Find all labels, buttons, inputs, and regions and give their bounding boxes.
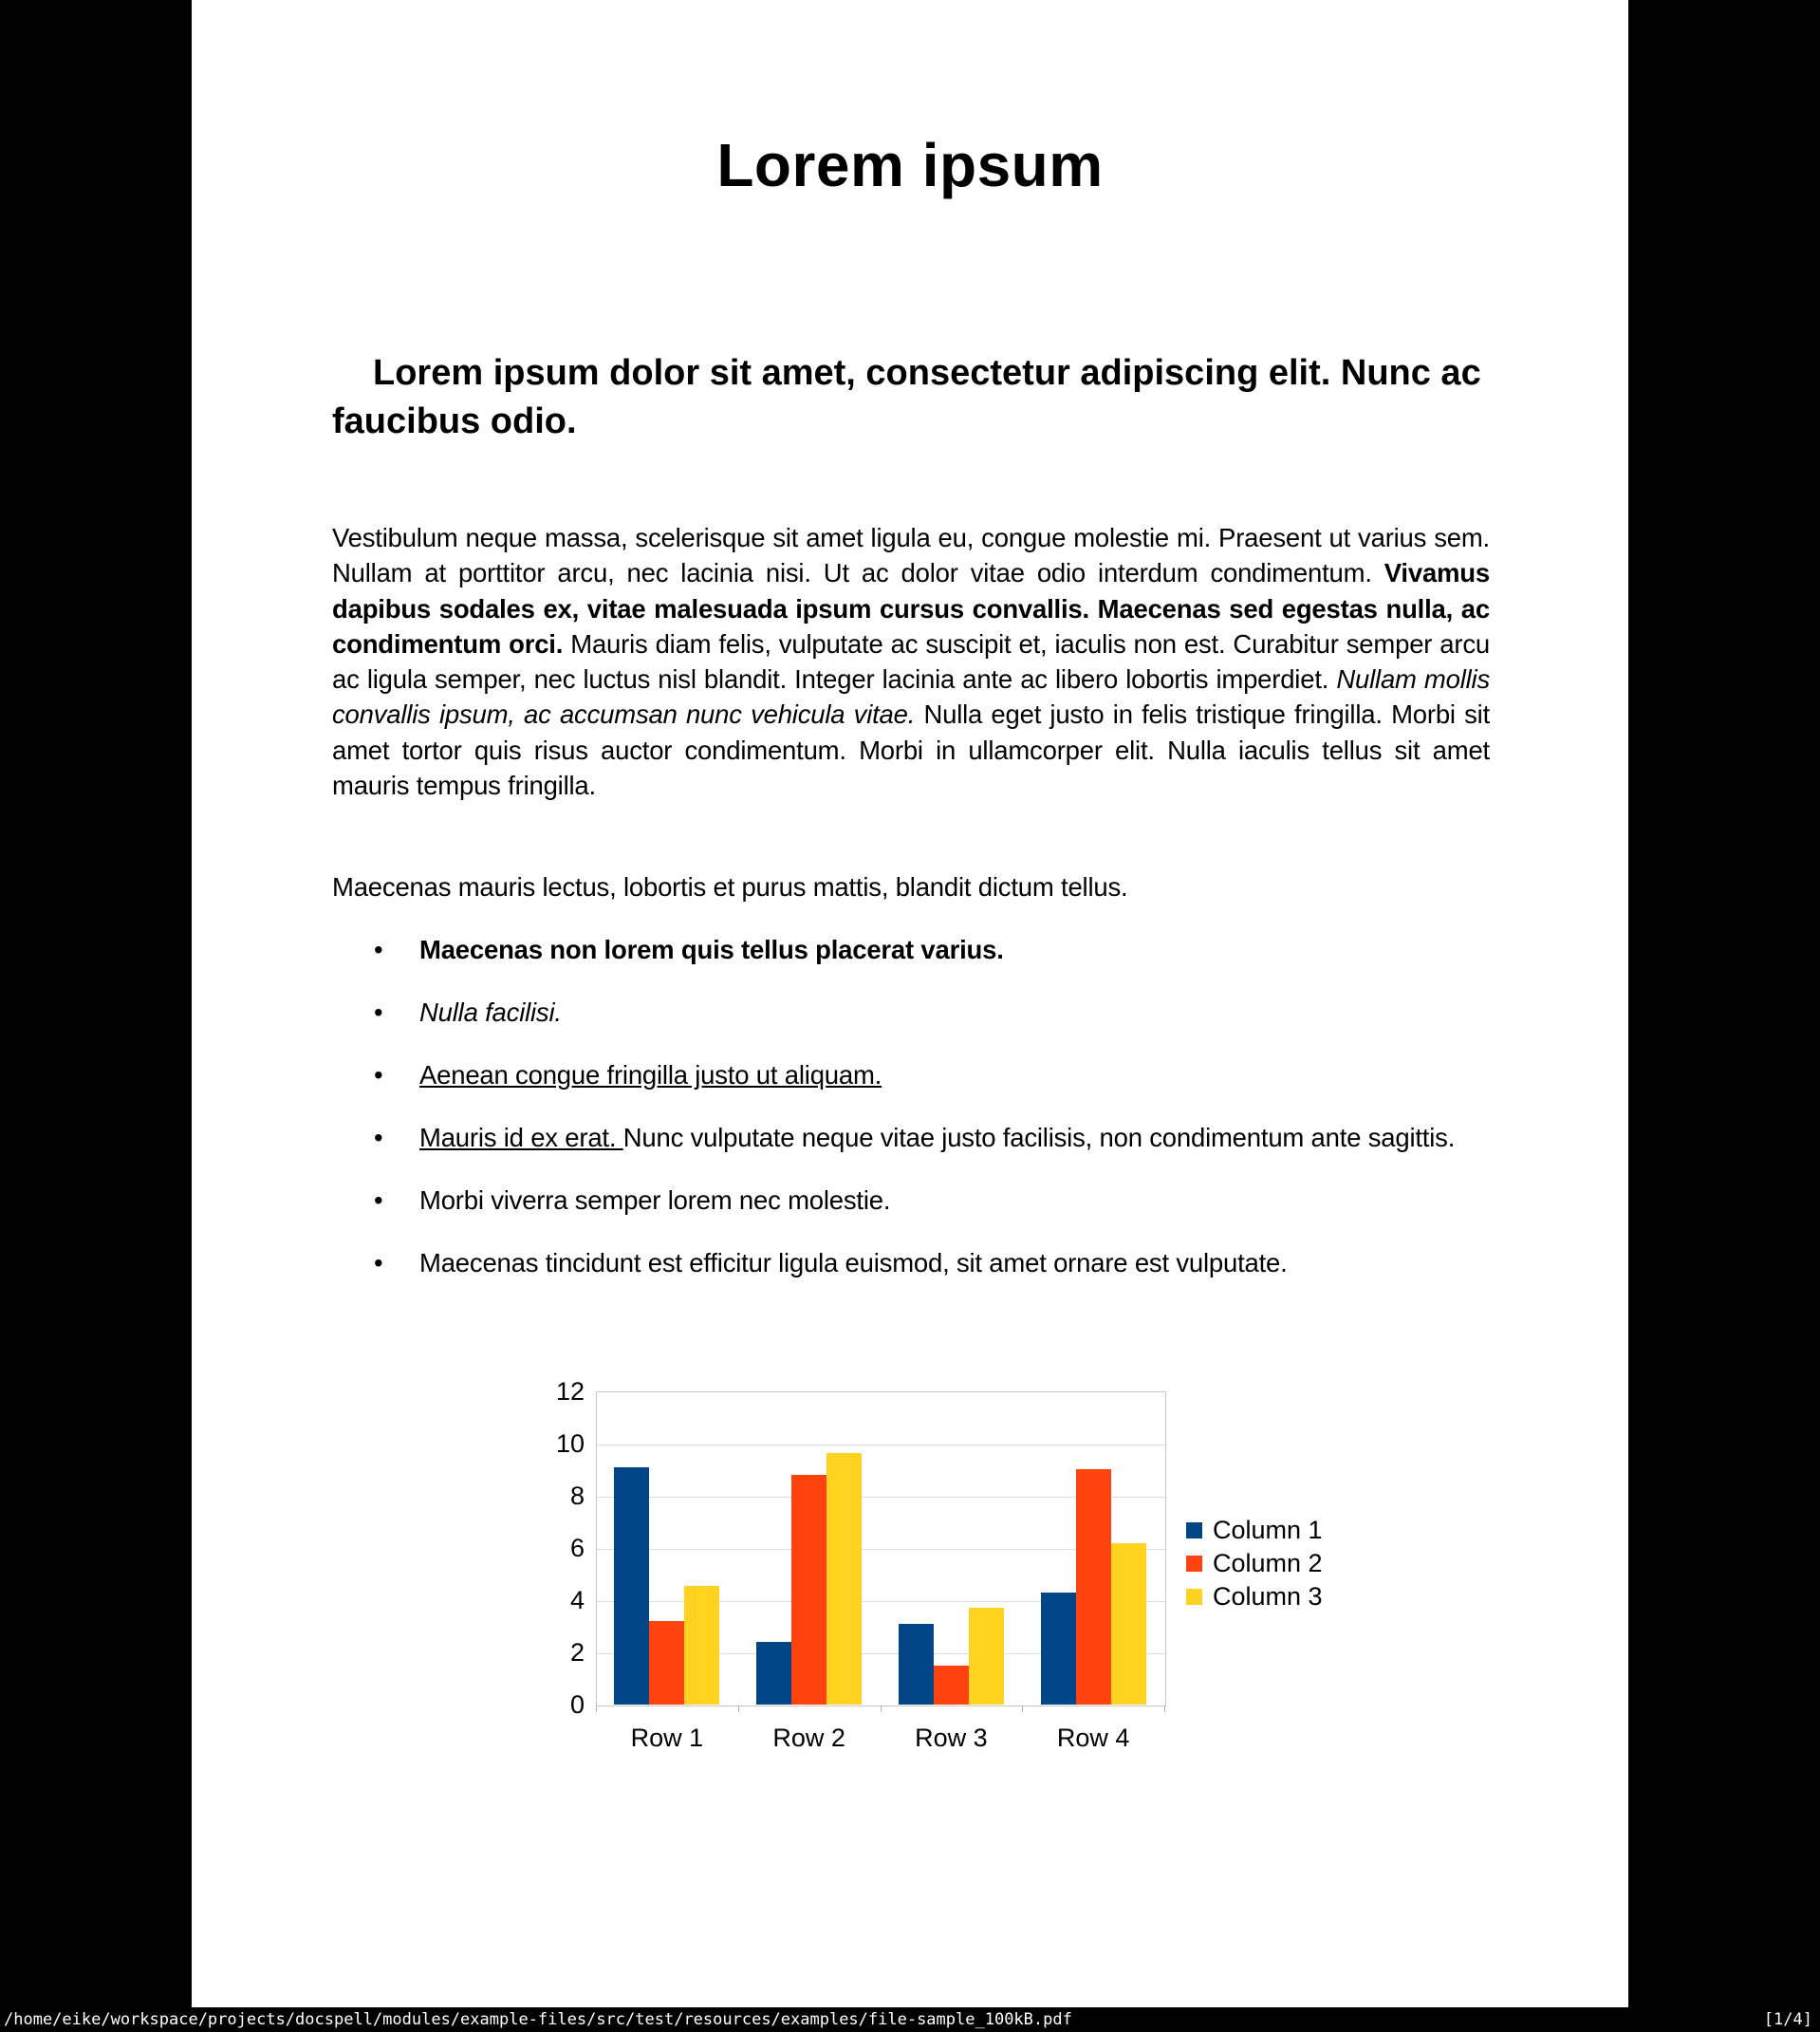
bar-row-1-column-3 <box>684 1586 719 1705</box>
bar-row-4-column-1 <box>1041 1593 1076 1705</box>
bullet-icon: • <box>374 997 383 1027</box>
y-axis-tick-label: 4 <box>569 1586 585 1614</box>
bar-row-4-column-2 <box>1076 1469 1111 1705</box>
x-axis-tick <box>738 1706 739 1712</box>
bullet-icon: • <box>374 935 383 964</box>
x-axis-tick <box>596 1706 597 1712</box>
x-axis-category-label: Row 3 <box>915 1724 988 1752</box>
text-run: Vivamus dapibus sodales ex, vitae malesuada ipsum cursus convallis. Maecenas sed egestas nulla, ac condimentum orci. <box>332 558 1490 659</box>
text-run: Vestibulum neque massa, scelerisque sit amet ligula eu, congue molestie mi. Praesent ut varius sem. Nullam at porttitor arcu, nec lacinia nisi. Ut ac dolor vitae odio interdum condimentum. <box>332 523 1490 588</box>
legend-label: Column 3 <box>1213 1582 1323 1611</box>
legend-entry <box>1186 1580 1323 1613</box>
text-run: Maecenas non lorem quis tellus placerat varius. <box>419 935 1004 964</box>
bar-row-2-column-3 <box>826 1453 862 1705</box>
text-run: Mauris id ex erat. <box>419 1123 623 1152</box>
y-axis-tick-label: 0 <box>569 1690 585 1719</box>
bar-row-2-column-2 <box>791 1475 826 1705</box>
document-page[interactable] <box>192 0 1628 2007</box>
text-run: Morbi viverra semper lorem nec molestie. <box>419 1185 891 1215</box>
statusbar-file-path: /home/eike/workspace/projects/docspell/modules/example-files/src/test/resources/examples/file-sample_100kB.pdf <box>4 2010 1072 2029</box>
bar-row-1-column-2 <box>649 1621 684 1705</box>
bullet-icon: • <box>374 1185 383 1215</box>
legend-label: Column 1 <box>1213 1516 1323 1544</box>
chart-legend <box>1186 1514 1323 1613</box>
bar-row-3-column-2 <box>934 1666 969 1705</box>
text-run: Nulla eget justo in felis tristique fringilla. Morbi sit amet tortor quis risus auctor condimentum. Morbi in ullamcorper elit. Nulla iaculis tellus sit amet mauris tempus fringilla. <box>332 699 1491 801</box>
x-axis-tick <box>881 1706 882 1712</box>
bar-row-4-column-3 <box>1111 1543 1146 1706</box>
bullet-icon: • <box>374 1123 383 1152</box>
bar-row-3-column-1 <box>899 1624 934 1705</box>
text-run: Nunc vulputate neque vitae justo facilisis, non condimentum ante sagittis. <box>622 1123 1456 1152</box>
x-axis-category-label: Row 2 <box>772 1724 845 1752</box>
x-axis-category-label: Row 4 <box>1056 1724 1130 1752</box>
text-run: Aenean congue fringilla justo ut aliquam. <box>419 1060 882 1090</box>
bullet-icon: • <box>374 1248 383 1277</box>
list-item <box>332 1057 1490 1093</box>
legend-swatch-column-3 <box>1186 1589 1202 1605</box>
text-run: Nulla facilisi. <box>419 997 562 1027</box>
y-axis-tick-label: 2 <box>569 1638 585 1667</box>
y-axis-tick-label: 6 <box>569 1534 585 1562</box>
bullet-list <box>332 932 1490 1308</box>
list-item <box>332 1183 1490 1219</box>
legend-entry <box>1186 1514 1323 1547</box>
legend-swatch-column-1 <box>1186 1522 1202 1538</box>
bar-row-2-column-1 <box>756 1642 791 1705</box>
list-item <box>332 1120 1490 1156</box>
list-item <box>332 995 1490 1031</box>
body-paragraph <box>332 520 1490 803</box>
statusbar-page-indicator: [1/4] <box>1763 2010 1812 2029</box>
document-heading: Lorem ipsum dolor sit amet, consectetur adipiscing elit. Nunc ac faucibus odio. <box>332 353 1481 441</box>
text-run: Mauris diam felis, vulputate ac suscipit et, iaculis non est. Curabitur semper arcu ac ligula semper, nec luctus nisl blandit. Integer lacinia ante ac libero lobortis imperdiet. <box>332 628 1490 695</box>
y-axis-tick-label: 12 <box>555 1377 585 1406</box>
legend-swatch-column-2 <box>1186 1556 1202 1572</box>
x-axis-tick <box>1164 1706 1165 1712</box>
bullet-icon: • <box>374 1060 383 1090</box>
list-item <box>332 932 1490 968</box>
chart <box>332 1352 1490 1761</box>
x-axis-category-label: Row 1 <box>630 1724 704 1752</box>
body-paragraph: Maecenas mauris lectus, lobortis et purus mattis, blandit dictum tellus. <box>332 872 1128 902</box>
text-run: Maecenas tincidunt est efficitur ligula euismod, sit amet ornare est vulputate. <box>419 1248 1288 1277</box>
legend-label: Column 2 <box>1213 1549 1323 1577</box>
bar-row-1-column-1 <box>614 1467 649 1705</box>
bar-row-3-column-3 <box>969 1608 1004 1705</box>
list-item <box>332 1245 1490 1281</box>
x-axis-tick <box>1022 1706 1023 1712</box>
y-axis-tick-label: 10 <box>555 1429 585 1458</box>
text-run: Nullam mollis convallis ipsum, ac accumsan nunc vehicula vitae. <box>332 664 1491 730</box>
legend-entry <box>1186 1547 1323 1580</box>
document-title: Lorem ipsum <box>716 131 1104 199</box>
y-axis-tick-label: 8 <box>569 1482 585 1510</box>
statusbar <box>0 2007 1820 2032</box>
